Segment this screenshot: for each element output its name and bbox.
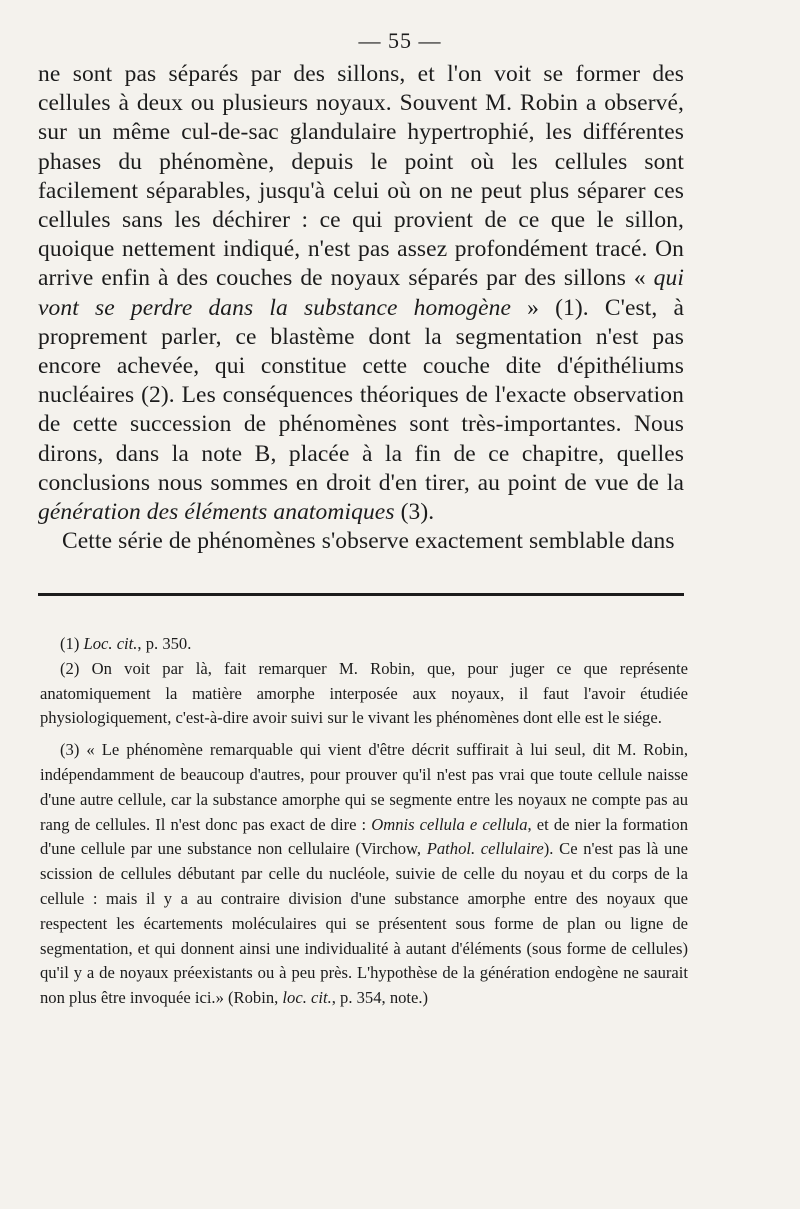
paragraph-1-part-a: ne sont pas séparés par des sillons, et l'on voit se former des cellules à deux ou plusieurs noyaux. Souvent M. Robin a observé, sur un même cul-de-sac glandulaire hypertrophié, les différentes phases du phénomène, depuis le point où les cellules sont facilement séparables, jusqu'à celui où on ne peut plus séparer ces cellules sans les déchirer : ce qui provient de ce que le sillon, quoique nettement indiqué, n'est pas assez profondément tracé. On arrive enfin à des couches de noyaux séparés par des sillons «: [38, 61, 684, 292]
footnote-1-reference: Loc. cit.: [83, 634, 138, 653]
footnote-2: (2) On voit par là, fait remarquer M. Robin, que, pour juger ce que représente anatomiquement la matière amorphe interposée aux noyaux, il faut l'avoir étudiée physiologiquement, c'est-à-dire avoir suivi sur le vivant les phénomènes dont elle est le siége.: [40, 658, 688, 728]
footnote-3-latin: Omnis cellula e cellula: [371, 814, 528, 834]
footnote-3: [40, 738, 688, 1011]
footnote-3-part-d: , p. 354, note.): [331, 988, 429, 1008]
footnote-1-page: , p. 350.: [137, 634, 192, 653]
main-text: [38, 60, 684, 556]
footnote-separator: [38, 593, 684, 596]
footnote-1-number: (1): [60, 634, 84, 653]
paragraph-1: [38, 60, 684, 527]
footnote-3-part-a: (3) « Le phénomène remarquable qui vient d'être décrit suffirait à lui seul, dit M. Robin, indépendamment de beaucoup d'autres, pour prouver qu'il n'est pas vrai que toute cellule naisse d'une autre cellule, car la substance amorphe qui se segmente entre les noyaux ne compte pas au rang de cellules. Il n'est donc pas exact de dire :: [40, 740, 688, 834]
paragraph-1-part-c: (3).: [394, 499, 435, 526]
footnote-3-reference: loc. cit.: [282, 988, 332, 1008]
footnote-3-part-b: , et de nier la formation d'une cellule par une substance non cellulaire (Virchow,: [40, 814, 688, 859]
footnote-3-book-title: Pathol. cellulaire: [426, 839, 544, 859]
quote-italic: qui vont se perdre dans la substance homogène: [38, 265, 684, 321]
generation-italic: génération des éléments anatomiques: [38, 499, 395, 526]
footnotes: [40, 632, 688, 1011]
footnote-3-part-c: ). Ce n'est pas là une scission de cellules débutant par celle du nucléole, suivie de celle du noyau et du corps de la cellule : mais il y a au contraire division d'une substance amorphe entre des noyaux que respectent les écartements moléculaires qui se présentent sous forme de plan ou ligne de segmentation, et qui donnent ainsi une individualité à autant d'éléments (sous forme de cellules) qu'il y a de noyaux préexistants ou à peu près. L'hypothèse de la génération endogène ne saurait non plus être invoquée ici.» (Robin,: [40, 839, 688, 1008]
paragraph-1-part-b: » (1). C'est, à proprement parler, ce blastème dont la segmentation n'est pas encore achevée, qui constitue cette couche dite d'épithéliums nucléaires (2). Les conséquences théoriques de l'exacte observation de cette succession de phénomènes sont très-importantes. Nous dirons, dans la note B, placée à la fin de ce chapitre, quelles conclusions nous sommes en droit d'en tirer, au point de vue de la: [38, 294, 685, 496]
page-number: — 55 —: [358, 28, 442, 53]
footnote-1: [40, 632, 688, 657]
paragraph-2: Cette série de phénomènes s'observe exactement semblable dans: [62, 528, 675, 555]
